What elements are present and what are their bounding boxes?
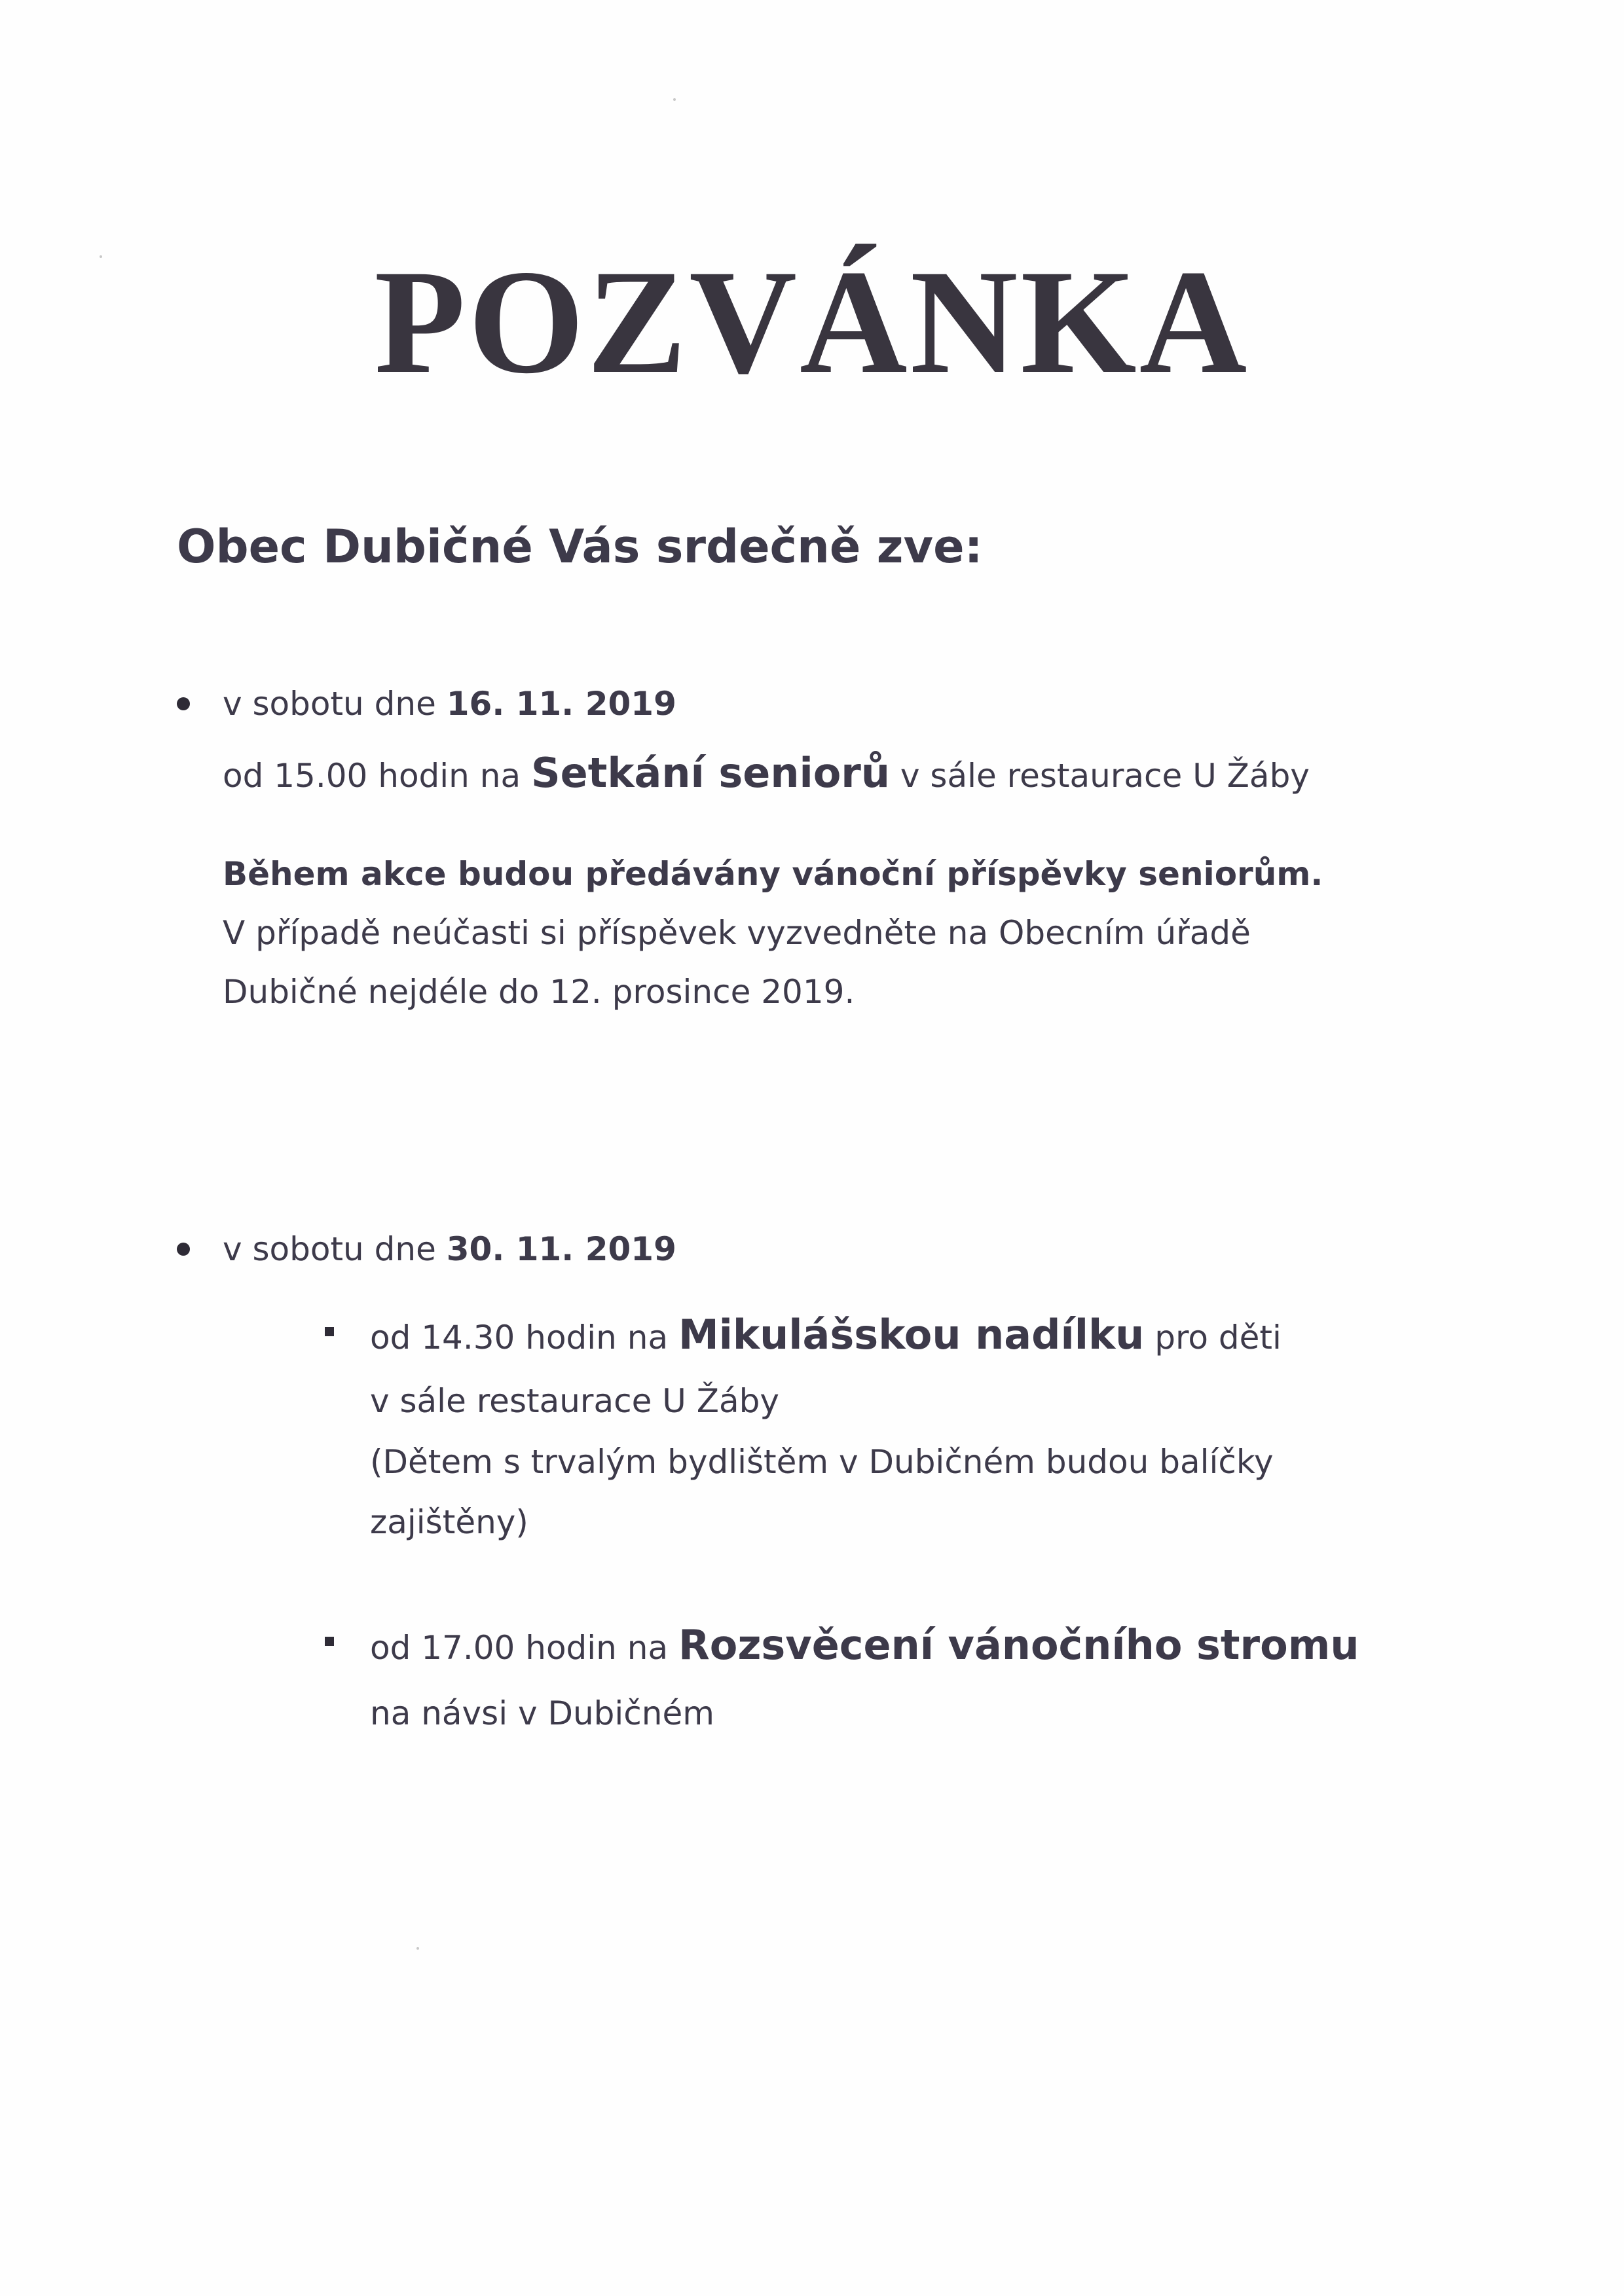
event2-item2-time-prefix: od 17.00 hodin na <box>370 1629 678 1667</box>
event2-item1-suffix: pro děti <box>1144 1319 1282 1357</box>
event1-note-bold: Během akce budou předávány vánoční příspěvky seniorům. <box>223 855 1323 893</box>
event2-item1-line4: zajištěny) <box>370 1503 528 1541</box>
event1-date: 16. 11. 2019 <box>446 685 676 723</box>
event1-note-line2: V případě neúčasti si příspěvek vyzvedněte na Obecním úřadě <box>223 914 1251 952</box>
event2-item2-name: Rozsvěcení vánočního stromu <box>678 1621 1359 1669</box>
event1-time-prefix: od 15.00 hodin na <box>223 757 531 795</box>
event1-date-line <box>223 685 676 723</box>
event2-date-prefix: v sobotu dne <box>223 1230 447 1268</box>
page-title: POZVÁNKA <box>374 240 1250 405</box>
intro-heading: Obec Dubičné Vás srdečně zve: <box>177 520 983 574</box>
bullet-square <box>325 1637 334 1646</box>
event2-item2-line1 <box>370 1621 1359 1669</box>
event2-date: 30. 11. 2019 <box>446 1230 676 1268</box>
event1-note-line3: Dubičné nejdéle do 12. prosince 2019. <box>223 973 855 1011</box>
scan-speck <box>416 1947 419 1950</box>
event1-date-prefix: v sobotu dne <box>223 685 447 723</box>
event2-item2-line2: na návsi v Dubičném <box>370 1694 714 1732</box>
event2-item1-line2: v sále restaurace U Žáby <box>370 1382 779 1420</box>
event2-item1-time-prefix: od 14.30 hodin na <box>370 1319 678 1357</box>
event2-item1-line1 <box>370 1311 1282 1358</box>
event1-detail-line <box>223 749 1310 797</box>
event2-date-line <box>223 1230 676 1268</box>
event1-location: v sále restaurace U Žáby <box>890 757 1310 795</box>
bullet-dot <box>177 697 190 710</box>
bullet-dot <box>177 1243 190 1256</box>
event2-item1-name: Mikulášskou nadílku <box>678 1311 1145 1358</box>
event1-name: Setkání seniorů <box>530 749 891 797</box>
event2-item1-line3: (Dětem s trvalým bydlištěm v Dubičném budou balíčky <box>370 1443 1274 1481</box>
bullet-square <box>325 1327 334 1336</box>
scan-speck <box>673 98 676 101</box>
